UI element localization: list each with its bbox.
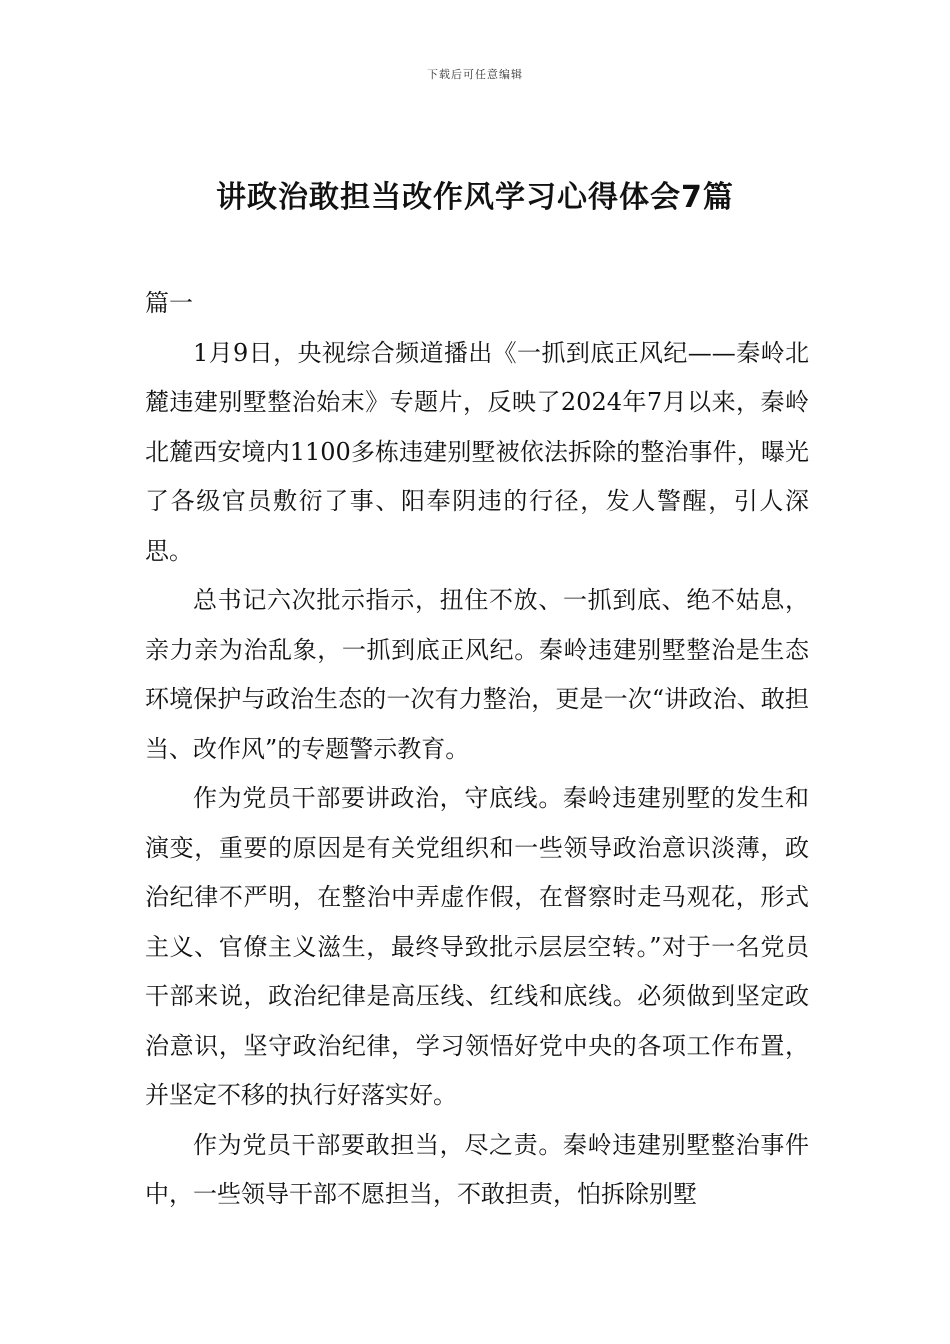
document-title: 讲政治敢担当改作风学习心得体会7篇	[216, 180, 734, 215]
document-body	[145, 279, 809, 1220]
paragraph-2: 总书记六次批示指示，扭住不放、一抓到底、绝不姑息，亲力亲为治乱象，一抓到底正风纪。秦岭违建别墅整治是生态环境保护与政治生态的一次有力整治，更是一次“讲政治、敢担当、改作风”的专题警示教育。	[145, 586, 809, 763]
header-note: 下载后可任意编辑	[427, 68, 523, 81]
paragraph-1: 1月9日，央视综合频道播出《一抓到底正风纪——秦岭北麓违建别墅整治始末》专题片，反映了2024年7月以来，秦岭北麓西安境内1100多栋违建别墅被依法拆除的整治事件，曝光了各级官员敷衍了事、阳奉阴违的行径，发人警醒，引人深思。	[145, 338, 809, 565]
paragraph-3: 作为党员干部要讲政治，守底线。秦岭违建别墅的发生和演变，重要的原因是有关党组织和一些领导政治意识淡薄，政治纪律不严明，在整治中弄虚作假，在督察时走马观花，形式主义、官僚主义滋生，最终导致批示层层空转。”对于一名党员干部来说，政治纪律是高压线、红线和底线。必须做到坚定政治意识，坚守政治纪律，学习领悟好党中央的各项工作布置，并坚定不移的执行好落实好。	[145, 784, 809, 1109]
section-heading: 篇一	[145, 289, 193, 317]
paragraph-4: 作为党员干部要敢担当，尽之责。秦岭违建别墅整治事件中，一些领导干部不愿担当，不敢担责，怕拆除别墅	[145, 1130, 809, 1208]
